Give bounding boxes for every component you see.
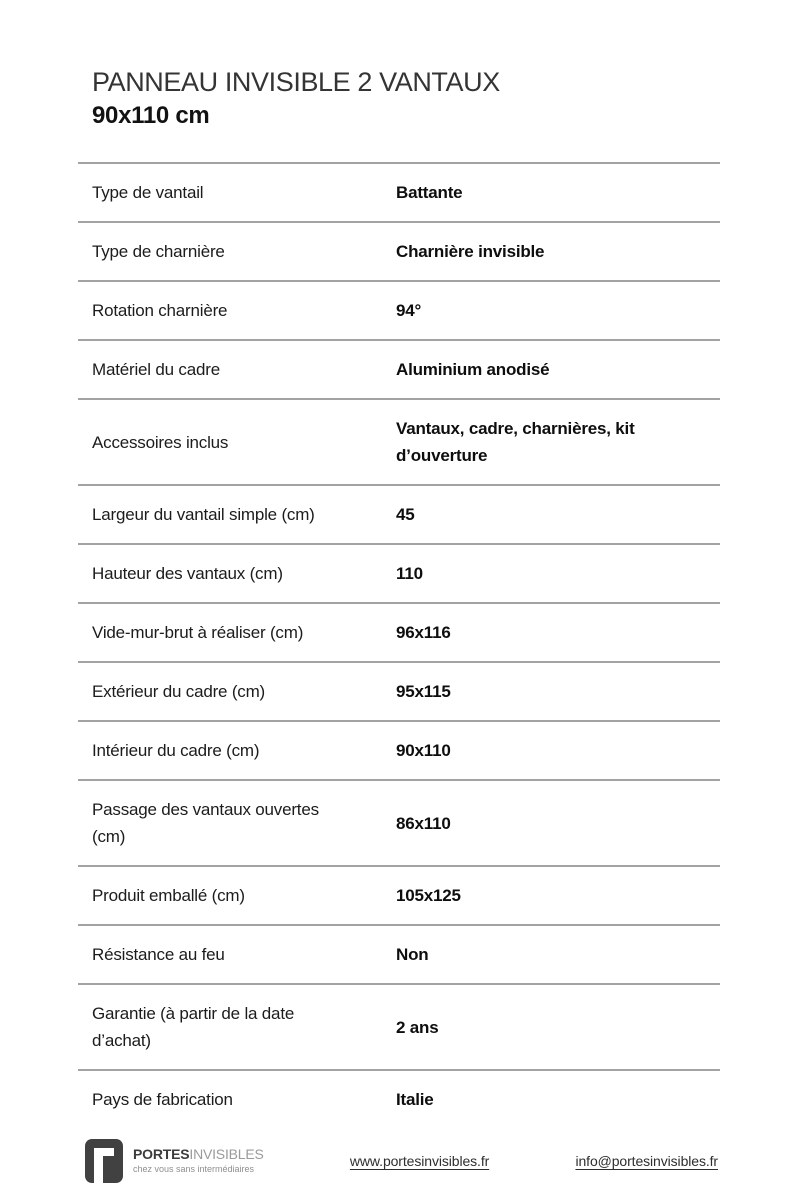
spec-value: Vantaux, cadre, charnières, kit d’ouverture — [396, 419, 635, 465]
spec-label: Type de vantail — [92, 183, 204, 202]
table-row — [78, 221, 720, 280]
table-row — [78, 1069, 720, 1128]
door-logo-frame-shape — [94, 1148, 114, 1156]
spec-label: Type de charnière — [92, 242, 225, 261]
spec-value: 94° — [396, 301, 422, 320]
door-logo-icon — [85, 1139, 123, 1183]
spec-label: Vide-mur-brut à réaliser (cm) — [92, 623, 304, 642]
footer — [0, 1134, 800, 1200]
table-row — [78, 543, 720, 602]
table-row — [78, 602, 720, 661]
table-row — [78, 484, 720, 543]
table-row — [78, 339, 720, 398]
spec-label: Intérieur du cadre (cm) — [92, 741, 260, 760]
website-link[interactable]: www.portesinvisibles.fr — [349, 1153, 490, 1169]
table-row — [78, 983, 720, 1069]
spec-value: 96x116 — [396, 623, 451, 642]
spec-label: Accessoires inclus — [92, 432, 229, 452]
spec-value: Battante — [396, 183, 463, 202]
table-row — [78, 398, 720, 484]
email-link[interactable]: info@portesinvisibles.fr — [575, 1153, 718, 1169]
spec-label: Matériel du cadre — [92, 360, 220, 379]
spec-label: Pays de fabrication — [92, 1090, 233, 1109]
table-row — [78, 779, 720, 865]
brand-name-primary: PORTES — [133, 1146, 190, 1163]
spec-value: 86x110 — [396, 813, 451, 833]
spec-value: 45 — [396, 505, 415, 524]
spec-label: Garantie (à partir de la date d’achat) — [92, 1004, 295, 1050]
spec-label: Produit emballé (cm) — [92, 886, 245, 905]
spec-label: Largeur du vantail simple (cm) — [92, 505, 315, 524]
brand-text — [133, 1147, 264, 1174]
brand-name — [133, 1147, 264, 1162]
table-row — [78, 661, 720, 720]
page-subtitle-dimensions: 90x110 cm — [92, 102, 210, 129]
table-row — [78, 865, 720, 924]
spec-label: Hauteur des vantaux (cm) — [92, 564, 283, 583]
spec-value: Italie — [396, 1090, 434, 1109]
spec-value: Non — [396, 945, 429, 964]
spec-value: 2 ans — [396, 1017, 439, 1037]
spec-value: 110 — [396, 564, 423, 583]
table-row — [78, 280, 720, 339]
page-title: PANNEAU INVISIBLE 2 VANTAUX — [92, 67, 500, 97]
spec-value: 95x115 — [396, 682, 451, 701]
spec-table — [78, 162, 720, 1128]
table-row — [78, 924, 720, 983]
spec-label: Extérieur du cadre (cm) — [92, 682, 266, 701]
spec-label: Passage des vantaux ouvertes (cm) — [92, 800, 319, 846]
spec-label: Résistance au feu — [92, 945, 225, 964]
brand-name-secondary: INVISIBLES — [189, 1146, 264, 1163]
header — [0, 0, 800, 132]
spec-label: Rotation charnière — [92, 301, 228, 320]
spec-value: 105x125 — [396, 886, 461, 905]
brand-block — [85, 1139, 264, 1183]
table-row — [78, 162, 720, 221]
spec-value: Aluminium anodisé — [396, 360, 550, 379]
table-row — [78, 720, 720, 779]
brand-tagline: chez vous sans intermédiaires — [133, 1163, 255, 1174]
spec-value: Charnière invisible — [396, 242, 545, 261]
spec-value: 90x110 — [396, 741, 451, 760]
